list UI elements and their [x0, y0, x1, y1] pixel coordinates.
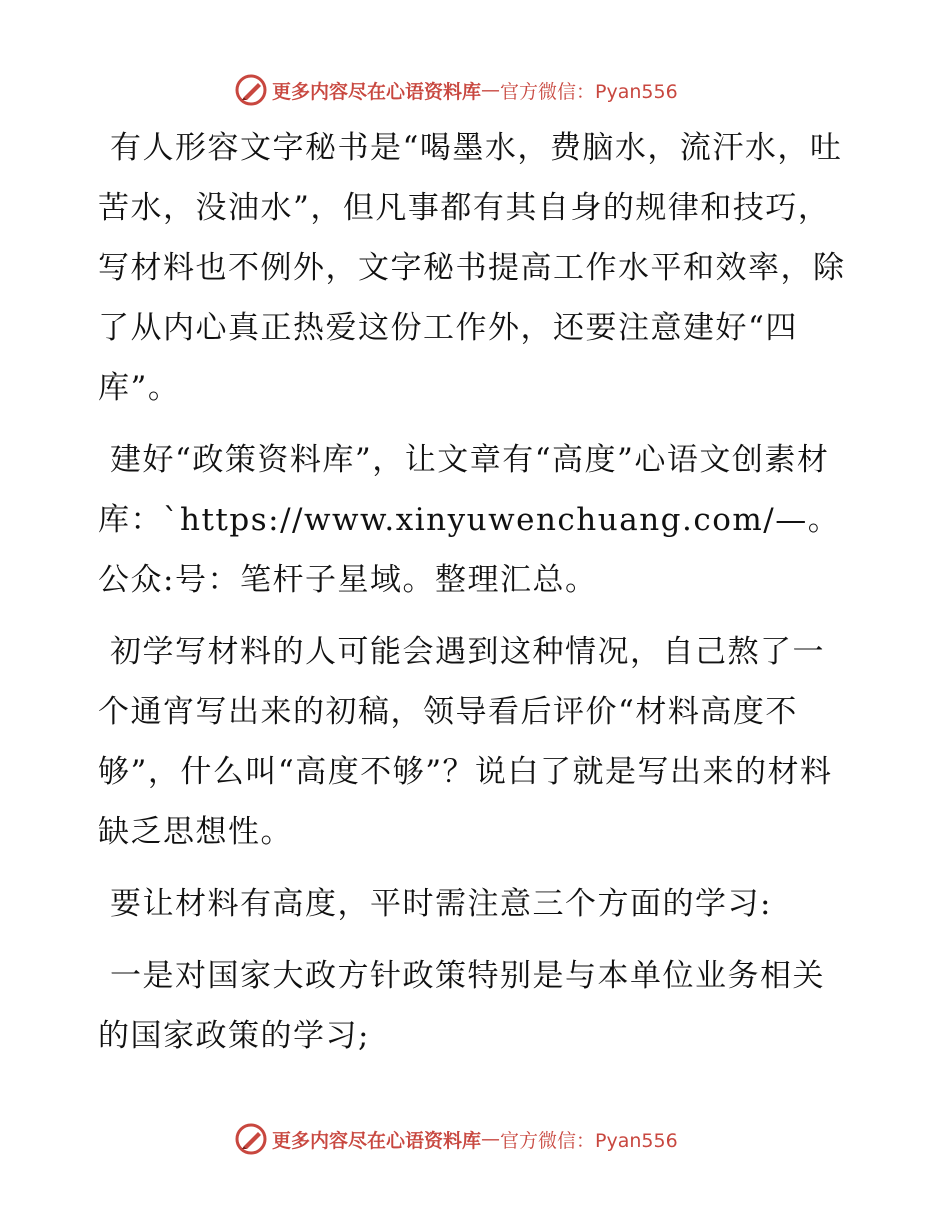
paragraph-policy-library: 建好“政策资料库”，让文章有“高度”心语文创素材库：`https://www.xinyuwenchuang.com/—。公众:号：笔杆子星域。整理汇总。 — [98, 442, 841, 598]
footer-contact: 官方微信：Pyan556 — [500, 1129, 678, 1152]
header-contact: 官方微信：Pyan556 — [500, 80, 678, 103]
footer-site-text: 更多内容尽在心语资料库 — [272, 1129, 482, 1152]
paragraph-point-one: 一是对国家大政方针政策特别是与本单位业务相关的国家政策的学习; — [98, 958, 825, 1054]
footer-banner — [234, 1121, 678, 1157]
header-site-text: 更多内容尽在心语资料库 — [272, 80, 482, 103]
paragraph-first-draft: 初学写材料的人可能会遇到这种情况，自己熬了一个通宵写出来的初稿，领导看后评价“材料高度不够”，什么叫“高度不够”？说白了就是写出来的材料缺乏思想性。 — [98, 634, 833, 850]
header-banner — [234, 72, 678, 108]
paragraph-three-aspects: 要让材料有高度，平时需注意三个方面的学习: — [110, 886, 772, 922]
header-dash: — — [481, 79, 501, 101]
footer-dash: — — [481, 1128, 501, 1150]
pen-logo-icon — [234, 73, 268, 107]
pen-logo-icon — [234, 1122, 268, 1156]
paragraph-intro: 有人形容文字秘书是“喝墨水，费脑水，流汗水，吐苦水，没油水”，但凡事都有其自身的规律和技巧，写材料也不例外，文字秘书提高工作水平和效率，除了从内心真正热爱这份工作外，还要注意建好“四库”。 — [98, 130, 846, 406]
document-body — [98, 118, 850, 1078]
